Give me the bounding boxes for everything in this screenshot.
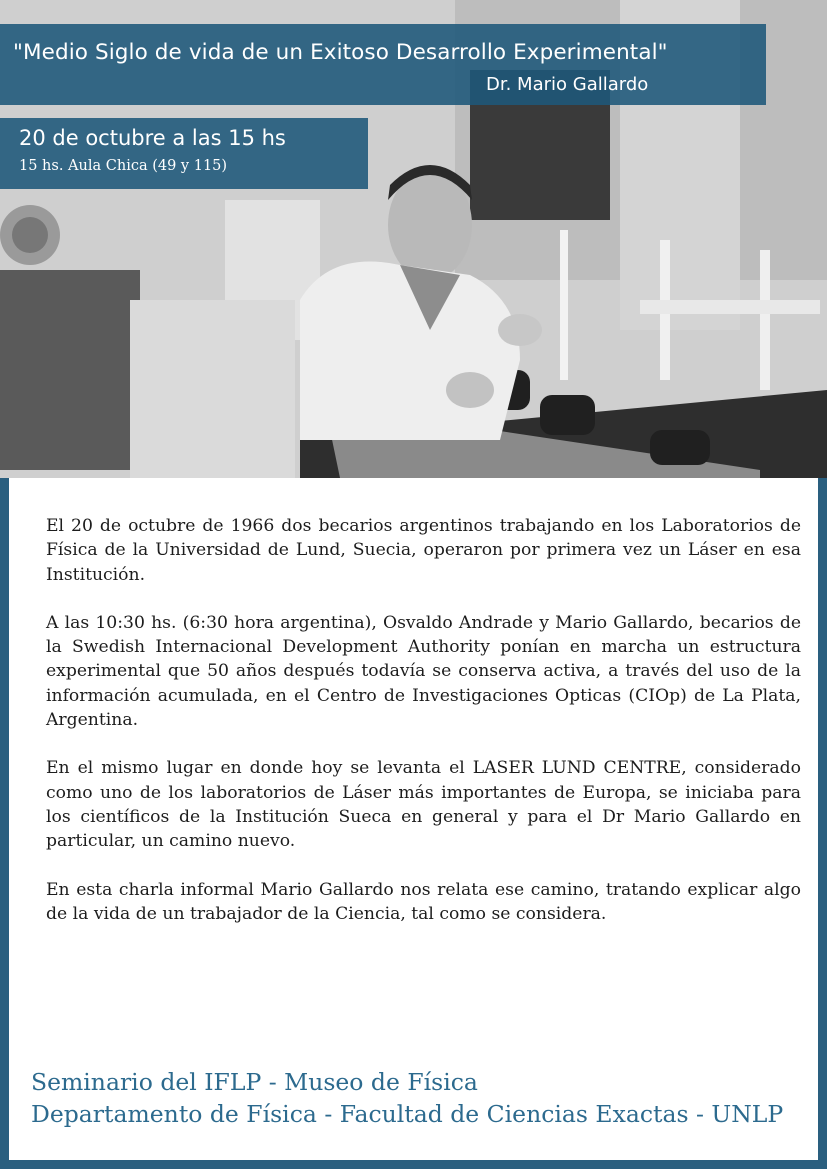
talk-title: "Medio Siglo de vida de un Exitoso Desarrollo Experimental" [13, 40, 668, 65]
footer-line-2: Departamento de Física - Facultad de Ciencias Exactas - UNLP [31, 1100, 784, 1128]
paragraph-1: El 20 de octubre de 1966 dos becarios argentinos trabajando en los Laboratorios de Física de la Universidad de Lund, Suecia, operaron por primera vez un Láser en esa Institución. [46, 516, 801, 585]
event-date: 20 de octubre a las 15 hs [19, 126, 286, 150]
content-panel [9, 478, 818, 1160]
footer-line-1: Seminario del IFLP - Museo de Física [31, 1068, 478, 1096]
event-location: 15 hs. Aula Chica (49 y 115) [19, 158, 228, 174]
paragraph-3: En el mismo lugar en donde hoy se levanta el LASER LUND CENTRE, considerado como uno de los laboratorios de Láser más importantes de Europa, se iniciaba para los científicos de la Institución Sueca en general y para el Dr Mario Gallardo en particular, un camino nuevo. [46, 758, 801, 852]
speaker-name: Dr. Mario Gallardo [486, 74, 649, 95]
title-banner [0, 24, 766, 105]
content-frame [0, 478, 827, 1169]
description [46, 514, 801, 950]
paragraph-2: A las 10:30 hs. (6:30 hora argentina), Osvaldo Andrade y Mario Gallardo, becarios de la Swedish Internacional Development Authority ponían en marcha un estructura experimental que 50 años después todavía se conserva activa, a través del uso de la información acumulada, en el Centro de Investigaciones Opticas (CIOp) de La Plata, Argentina. [46, 612, 801, 731]
paragraph-4: En esta charla informal Mario Gallardo nos relata ese camino, tratando explicar algo de la vida de un trabajador de la Ciencia, tal como se considera. [46, 879, 801, 924]
date-banner [0, 118, 368, 189]
footer [31, 1066, 783, 1130]
